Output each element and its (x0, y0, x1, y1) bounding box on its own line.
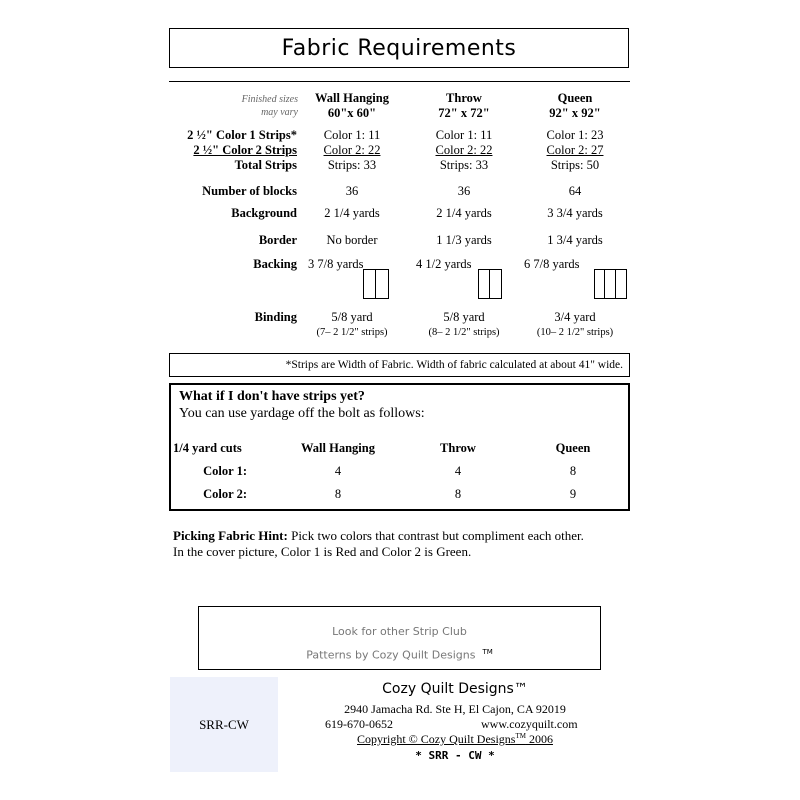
sku-box (170, 677, 278, 772)
cuts-header-queen: Queen (555, 441, 591, 455)
copyright-year: 2006 (525, 732, 553, 746)
background-queen: 3 3/4 yards (547, 206, 603, 220)
cuts-color1-label: Color 1: (203, 464, 247, 478)
cuts-color2-wall-hanging: 8 (334, 487, 342, 501)
column-header-throw (409, 91, 519, 121)
total-value: Strips: 33 (327, 158, 377, 172)
cuts-color1-throw: 4 (454, 464, 462, 478)
total-value: Strips: 50 (550, 158, 600, 172)
fabric-hint (173, 528, 633, 560)
color2-value: Color 2: 27 (546, 143, 604, 157)
blocks-wall-hanging: 36 (345, 184, 359, 198)
hint-label: Picking Fabric Hint: (173, 528, 288, 543)
binding-queen (520, 310, 630, 340)
divider (169, 81, 630, 82)
size-note (180, 93, 298, 119)
border-wall-hanging: No border (326, 233, 378, 247)
color1-strips-label: 2 ½" Color 1 Strips* (187, 128, 297, 142)
color1-value: Color 1: 11 (435, 128, 493, 142)
backing-panel-diagram (478, 269, 502, 299)
color2-value: Color 2: 22 (323, 143, 381, 157)
strips-footnote: *Strips are Width of Fabric. Width of fabric calculated at about 41" wide. (169, 353, 630, 377)
page-title: Fabric Requirements (169, 28, 629, 68)
company-name: Cozy Quilt Designs™ (382, 681, 528, 697)
strips-throw (409, 128, 519, 173)
backing-label: Backing (253, 257, 297, 271)
column-name: Throw (446, 91, 482, 105)
binding-detail: (7– 2 1/2" strips) (316, 327, 388, 338)
what-if-subheading: You can use yardage off the bolt as follows: (179, 406, 425, 421)
column-size: 72" x 72" (438, 106, 490, 120)
copyright-text: Copyright © Cozy Quilt Designs (357, 732, 516, 746)
background-wall-hanging: 2 1/4 yards (324, 206, 380, 220)
pattern-code: * SRR - CW * (415, 749, 495, 762)
column-header-queen (520, 91, 630, 121)
border-label: Border (258, 233, 297, 247)
size-note-line2: may vary (261, 107, 298, 118)
column-header-wall-hanging (297, 91, 407, 121)
strips-wall-hanging (297, 128, 407, 173)
border-queen: 1 3/4 yards (547, 233, 603, 247)
cuts-color1-queen: 8 (569, 464, 577, 478)
strips-labels (157, 128, 297, 173)
binding-wall-hanging (297, 310, 407, 340)
binding-yards: 5/8 yard (443, 310, 485, 324)
background-label: Background (231, 206, 297, 220)
blocks-queen: 64 (568, 184, 582, 198)
binding-label: Binding (254, 310, 297, 324)
column-size: 60"x 60" (327, 106, 377, 120)
what-if-box (169, 383, 630, 511)
color2-strips-label: 2 ½" Color 2 Strips (193, 143, 297, 157)
cuts-color2-queen: 9 (569, 487, 577, 501)
look-for-more-box (198, 606, 601, 670)
binding-detail: (8– 2 1/2" strips) (428, 327, 500, 338)
border-throw: 1 1/3 yards (436, 233, 492, 247)
color1-value: Color 1: 11 (323, 128, 381, 142)
backing-queen: 6 7/8 yards (524, 257, 580, 271)
look-tm: TM (482, 648, 493, 656)
look-line1: Look for other Strip Club (332, 625, 467, 638)
hint-text: Pick two colors that contrast but compliment each other. (287, 528, 584, 543)
column-size: 92" x 92" (549, 106, 601, 120)
company-phone: 619-670-0652 (325, 717, 393, 731)
background-throw: 2 1/4 yards (436, 206, 492, 220)
binding-detail: (10– 2 1/2" strips) (536, 327, 614, 338)
color1-value: Color 1: 23 (546, 128, 604, 142)
cuts-header-throw: Throw (440, 441, 476, 455)
hint-line2: In the cover picture, Color 1 is Red and Color 2 is Green. (173, 544, 472, 559)
cuts-color1-wall-hanging: 4 (334, 464, 342, 478)
binding-throw (409, 310, 519, 340)
blocks-label: Number of blocks (202, 184, 297, 198)
backing-panel-diagram (594, 269, 627, 299)
binding-yards: 5/8 yard (331, 310, 373, 324)
backing-wall-hanging: 3 7/8 yards (308, 257, 364, 271)
color2-value: Color 2: 22 (435, 143, 493, 157)
cuts-header-wall-hanging: Wall Hanging (301, 441, 375, 455)
total-value: Strips: 33 (439, 158, 489, 172)
blocks-throw: 36 (457, 184, 471, 198)
sku-label: SRR-CW (199, 716, 249, 732)
what-if-heading: What if I don't have strips yet? (179, 389, 365, 404)
cuts-label: 1/4 yard cuts (173, 441, 242, 455)
company-address: 2940 Jamacha Rd. Ste H, El Cajon, CA 92019 (344, 702, 566, 716)
copyright-tm: TM (515, 732, 526, 740)
cuts-color2-label: Color 2: (203, 487, 247, 501)
strips-queen (520, 128, 630, 173)
copyright-line (280, 732, 630, 747)
size-note-line1: Finished sizes (241, 94, 298, 105)
column-name: Queen (557, 91, 593, 105)
cuts-color2-throw: 8 (454, 487, 462, 501)
column-name: Wall Hanging (315, 91, 389, 105)
binding-yards: 3/4 yard (554, 310, 596, 324)
backing-throw: 4 1/2 yards (416, 257, 472, 271)
look-line2: Patterns by Cozy Quilt Designs (306, 648, 476, 662)
total-strips-label: Total Strips (234, 158, 297, 172)
company-website: www.cozyquilt.com (481, 717, 578, 731)
backing-panel-diagram (363, 269, 389, 299)
